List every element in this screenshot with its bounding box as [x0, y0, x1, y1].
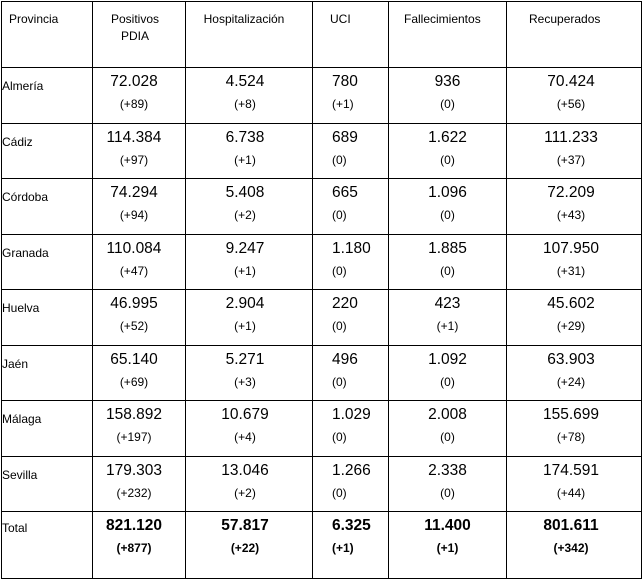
table-row	[2, 457, 642, 512]
hospitalizacion-delta: (+1)	[234, 264, 256, 278]
uci-value: 220	[332, 295, 358, 312]
table-row	[2, 346, 642, 401]
covid-province-table	[1, 1, 642, 579]
uci-cell	[313, 235, 389, 290]
province-name: Jaén	[2, 357, 29, 371]
hospitalizacion-value: 13.046	[221, 462, 269, 479]
fallecimientos-delta: (0)	[440, 97, 455, 111]
table-row	[2, 235, 642, 290]
hospitalizacion-value: 5.271	[225, 351, 265, 368]
uci-value: 6.325	[332, 517, 371, 534]
hospitalizacion-delta: (+3)	[234, 375, 256, 389]
fallecimientos-delta: (+1)	[436, 319, 459, 333]
fallecimientos-delta: (0)	[440, 153, 455, 167]
province-cell	[2, 290, 93, 346]
uci-cell	[313, 401, 389, 457]
province-name: Cádiz	[2, 135, 33, 149]
uci-value: 1.029	[332, 406, 371, 423]
province-cell	[2, 512, 93, 579]
recuperados-delta: (+78)	[556, 430, 586, 444]
positivos-cell	[93, 457, 186, 512]
province-cell	[2, 346, 93, 401]
hospitalizacion-value: 6.738	[225, 129, 265, 146]
recuperados-delta: (+44)	[556, 486, 586, 500]
positivos-value: 46.995	[110, 295, 158, 312]
hospitalizacion-cell	[186, 346, 313, 401]
table-row	[2, 68, 642, 124]
header-fallecimientos-label: Fallecimientos	[404, 12, 481, 26]
header-uci-label: UCI	[330, 12, 351, 26]
header-positivos-line2: PDIA	[120, 29, 149, 43]
uci-delta: (+1)	[332, 541, 354, 555]
uci-value: 1.266	[332, 462, 371, 479]
table-row	[2, 401, 642, 457]
hospitalizacion-value: 10.679	[221, 406, 269, 423]
province-cell	[2, 401, 93, 457]
header-uci	[313, 2, 389, 68]
uci-delta: (+1)	[332, 97, 354, 111]
recuperados-cell	[507, 179, 642, 235]
positivos-cell	[93, 235, 186, 290]
fallecimientos-cell	[389, 179, 507, 235]
fallecimientos-delta: (0)	[440, 264, 455, 278]
positivos-cell	[93, 68, 186, 124]
total-row	[2, 512, 642, 579]
province-cell	[2, 124, 93, 179]
hospitalizacion-cell	[186, 179, 313, 235]
uci-delta: (0)	[332, 375, 347, 389]
recuperados-value: 45.602	[547, 295, 595, 312]
hospitalizacion-value: 4.524	[225, 73, 265, 90]
recuperados-cell	[507, 457, 642, 512]
uci-delta: (0)	[332, 153, 347, 167]
recuperados-delta: (+24)	[556, 375, 586, 389]
recuperados-value: 107.950	[542, 240, 600, 257]
positivos-delta: (+877)	[116, 541, 152, 555]
recuperados-value: 63.903	[547, 351, 595, 368]
fallecimientos-value: 1.622	[428, 129, 467, 146]
recuperados-delta: (+43)	[556, 208, 586, 222]
province-cell	[2, 457, 93, 512]
table-row	[2, 124, 642, 179]
recuperados-delta: (+342)	[553, 541, 589, 555]
header-hospitalizacion-label: Hospitalización	[203, 12, 285, 26]
province-name: Sevilla	[2, 468, 38, 482]
province-cell	[2, 68, 93, 124]
fallecimientos-value: 11.400	[424, 517, 471, 534]
hospitalizacion-value: 2.904	[225, 295, 265, 312]
uci-delta: (0)	[332, 208, 347, 222]
fallecimientos-value: 2.338	[428, 462, 467, 479]
hospitalizacion-delta: (+1)	[234, 319, 256, 333]
uci-delta: (0)	[332, 264, 347, 278]
table-row	[2, 290, 642, 346]
uci-value: 665	[332, 184, 358, 201]
fallecimientos-cell	[389, 68, 507, 124]
fallecimientos-value: 936	[434, 73, 461, 90]
province-name: Total	[2, 521, 28, 535]
fallecimientos-cell	[389, 124, 507, 179]
hospitalizacion-cell	[186, 512, 313, 579]
hospitalizacion-delta: (+1)	[234, 153, 256, 167]
fallecimientos-value: 2.008	[428, 406, 467, 423]
header-row	[2, 2, 642, 68]
uci-value: 689	[332, 129, 358, 146]
recuperados-cell	[507, 235, 642, 290]
recuperados-delta: (+29)	[556, 319, 586, 333]
recuperados-value: 155.699	[542, 406, 600, 423]
fallecimientos-delta: (0)	[440, 208, 455, 222]
province-name: Málaga	[2, 412, 42, 426]
uci-delta: (0)	[332, 319, 347, 333]
recuperados-cell	[507, 68, 642, 124]
recuperados-delta: (+56)	[556, 97, 586, 111]
hospitalizacion-cell	[186, 401, 313, 457]
uci-cell	[313, 179, 389, 235]
recuperados-cell	[507, 401, 642, 457]
fallecimientos-delta: (+1)	[436, 541, 459, 555]
positivos-value: 114.384	[106, 129, 162, 146]
fallecimientos-cell	[389, 290, 507, 346]
header-provincia-label: Provincia	[9, 12, 59, 26]
recuperados-cell	[507, 124, 642, 179]
header-provincia	[2, 2, 93, 68]
uci-value: 1.180	[332, 240, 371, 257]
hospitalizacion-value: 57.817	[221, 517, 269, 534]
positivos-cell	[93, 124, 186, 179]
positivos-delta: (+97)	[119, 153, 149, 167]
header-recuperados	[507, 2, 642, 68]
uci-cell	[313, 290, 389, 346]
hospitalizacion-delta: (+22)	[230, 541, 260, 555]
positivos-cell	[93, 179, 186, 235]
positivos-value: 179.303	[105, 462, 163, 479]
positivos-cell	[93, 290, 186, 346]
positivos-value: 821.120	[105, 517, 163, 534]
recuperados-value: 801.611	[543, 517, 599, 534]
positivos-delta: (+94)	[119, 208, 149, 222]
fallecimientos-cell	[389, 346, 507, 401]
hospitalizacion-value: 5.408	[225, 184, 265, 201]
recuperados-value: 111.233	[544, 129, 598, 146]
hospitalizacion-delta: (+2)	[234, 208, 256, 222]
positivos-cell	[93, 512, 186, 579]
header-positivos-line1: Positivos	[110, 12, 160, 26]
province-cell	[2, 179, 93, 235]
positivos-delta: (+52)	[119, 319, 149, 333]
hospitalizacion-value: 9.247	[225, 240, 265, 257]
province-name: Huelva	[2, 301, 40, 315]
header-hospitalizacion	[186, 2, 313, 68]
hospitalizacion-delta: (+4)	[234, 430, 256, 444]
uci-delta: (0)	[332, 486, 347, 500]
positivos-delta: (+47)	[119, 264, 149, 278]
header-positivos	[93, 2, 186, 68]
header-fallecimientos	[389, 2, 507, 68]
uci-delta: (0)	[332, 430, 347, 444]
recuperados-cell	[507, 290, 642, 346]
uci-cell	[313, 512, 389, 579]
header-recuperados-label: Recuperados	[529, 12, 601, 26]
recuperados-cell	[507, 512, 642, 579]
hospitalizacion-cell	[186, 68, 313, 124]
province-name: Almería	[2, 79, 44, 93]
fallecimientos-value: 1.092	[428, 351, 467, 368]
recuperados-value: 174.591	[542, 462, 600, 479]
uci-cell	[313, 457, 389, 512]
province-cell	[2, 235, 93, 290]
uci-cell	[313, 68, 389, 124]
fallecimientos-delta: (0)	[440, 486, 455, 500]
uci-value: 780	[332, 73, 358, 90]
fallecimientos-value: 1.096	[428, 184, 467, 201]
fallecimientos-cell	[389, 401, 507, 457]
hospitalizacion-delta: (+8)	[234, 97, 256, 111]
fallecimientos-cell	[389, 457, 507, 512]
hospitalizacion-delta: (+2)	[234, 486, 256, 500]
positivos-value: 158.892	[105, 406, 163, 423]
recuperados-cell	[507, 346, 642, 401]
fallecimientos-value: 423	[434, 295, 461, 312]
positivos-cell	[93, 346, 186, 401]
fallecimientos-value: 1.885	[428, 240, 467, 257]
fallecimientos-delta: (0)	[440, 375, 455, 389]
recuperados-delta: (+37)	[556, 153, 586, 167]
positivos-delta: (+197)	[116, 430, 152, 444]
province-name: Córdoba	[2, 190, 49, 204]
recuperados-delta: (+31)	[556, 264, 586, 278]
fallecimientos-cell	[389, 235, 507, 290]
recuperados-value: 70.424	[547, 73, 595, 90]
province-name: Granada	[2, 246, 49, 260]
table-row	[2, 179, 642, 235]
recuperados-value: 72.209	[547, 184, 595, 201]
positivos-value: 74.294	[110, 184, 158, 201]
hospitalizacion-cell	[186, 290, 313, 346]
positivos-delta: (+89)	[119, 97, 149, 111]
positivos-value: 65.140	[110, 351, 158, 368]
uci-cell	[313, 124, 389, 179]
positivos-delta: (+69)	[119, 375, 149, 389]
hospitalizacion-cell	[186, 457, 313, 512]
positivos-value: 72.028	[110, 73, 158, 90]
hospitalizacion-cell	[186, 235, 313, 290]
fallecimientos-cell	[389, 512, 507, 579]
positivos-cell	[93, 401, 186, 457]
hospitalizacion-cell	[186, 124, 313, 179]
positivos-delta: (+232)	[116, 486, 152, 500]
uci-cell	[313, 346, 389, 401]
positivos-value: 110.084	[106, 240, 162, 257]
uci-value: 496	[332, 351, 358, 368]
fallecimientos-delta: (0)	[440, 430, 455, 444]
